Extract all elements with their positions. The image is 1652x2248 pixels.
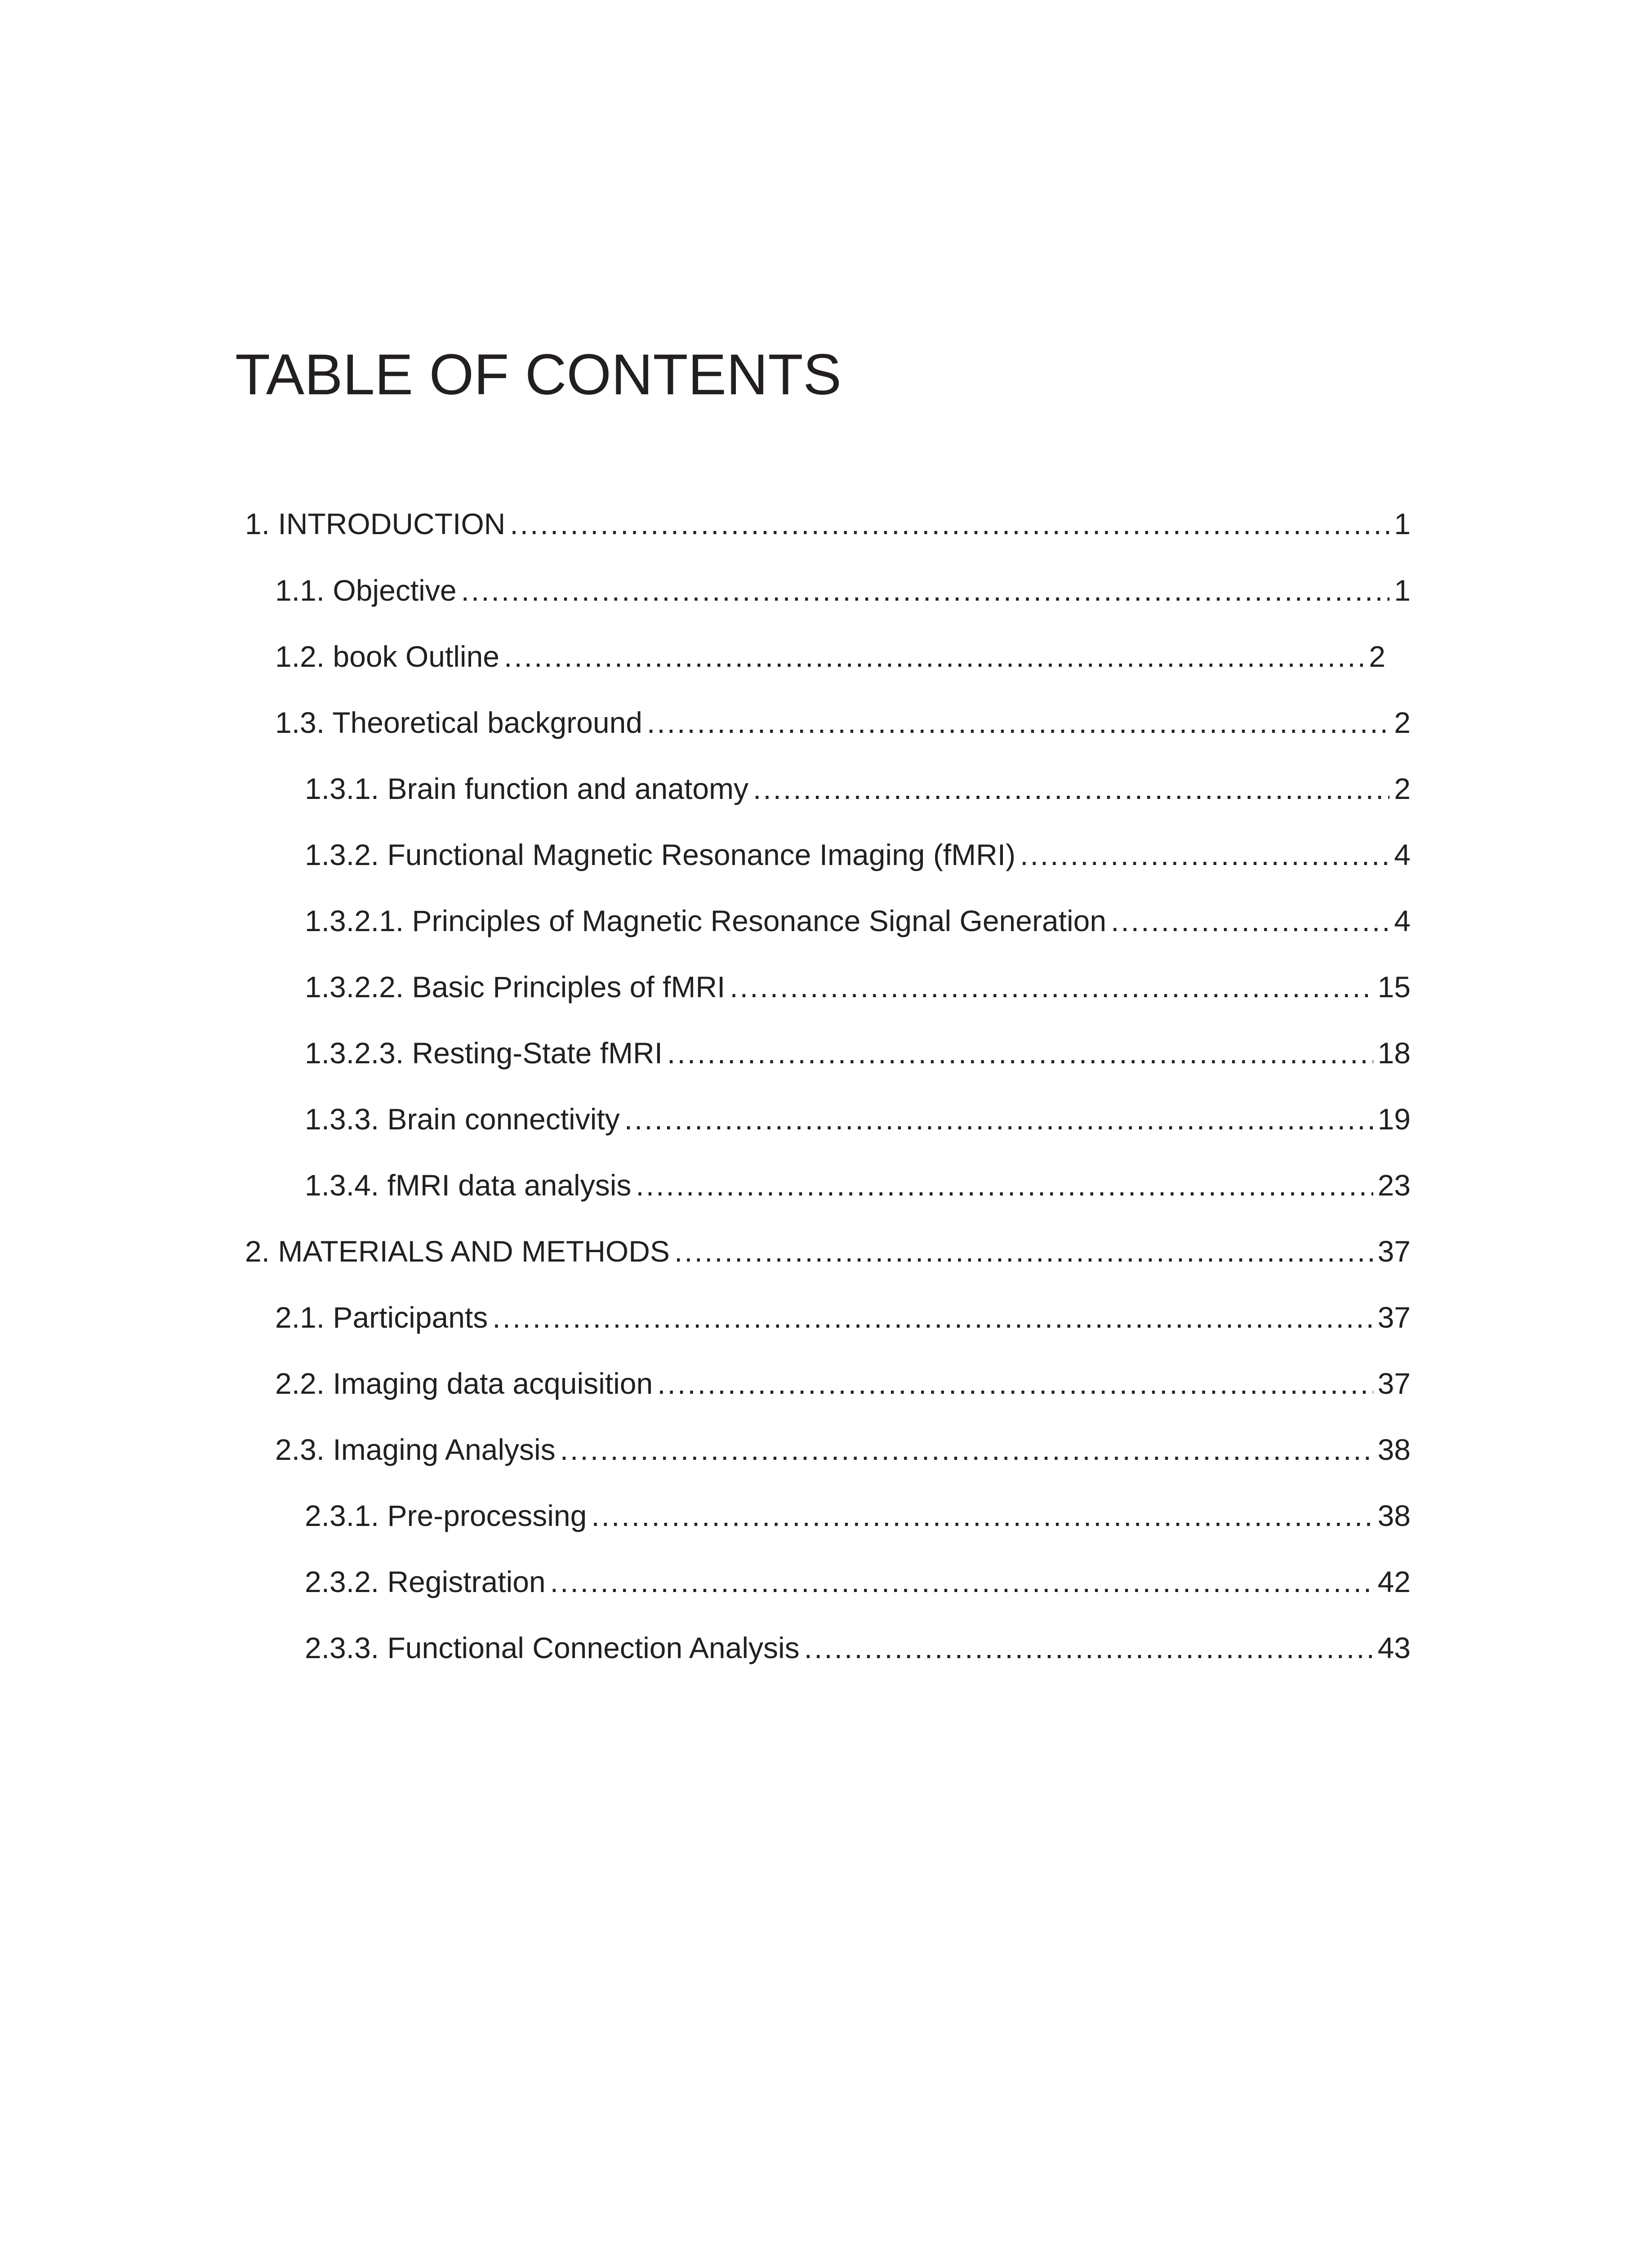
page-title: TABLE OF CONTENTS [235, 343, 842, 407]
toc-entry-1-3-4-fmri-data-analysis[interactable] [305, 1165, 1411, 1205]
toc-entry-1-3-theoretical-background[interactable] [275, 702, 1411, 743]
toc-entry-2-1-participants[interactable] [275, 1297, 1411, 1338]
toc-entry-label: 1.1. Objective [275, 574, 457, 607]
dot-leader [550, 1561, 1373, 1602]
toc-entry-1-3-2-1-mr-signal[interactable] [305, 901, 1411, 941]
toc-entry-page-number: 4 [1394, 838, 1411, 871]
toc-entry-1-introduction[interactable] [245, 504, 1411, 544]
dot-leader [560, 1429, 1373, 1470]
toc-entry-page-number: 2 [1394, 772, 1411, 805]
toc-entry-page-number: 18 [1377, 1036, 1411, 1070]
dot-leader [1020, 834, 1389, 875]
toc-entry-page-number: 23 [1377, 1169, 1411, 1202]
toc-entry-page-number: 43 [1377, 1631, 1411, 1664]
dot-leader [510, 504, 1389, 544]
toc-entry-label: 2. MATERIALS AND METHODS [245, 1235, 670, 1268]
toc-entry-page-number: 4 [1394, 904, 1411, 937]
toc-entry-label: 2.3.3. Functional Connection Analysis [305, 1631, 800, 1664]
toc-entry-page-number: 2 [1394, 706, 1411, 739]
toc-entry-label: 1.3.2.1. Principles of Magnetic Resonance Signal Generation [305, 904, 1107, 937]
toc-entry-page-number: 42 [1377, 1565, 1411, 1598]
dot-leader [636, 1165, 1373, 1205]
toc-entry-page-number: 37 [1377, 1235, 1411, 1268]
toc-entry-label: 1.3.4. fMRI data analysis [305, 1169, 632, 1202]
toc-entry-page-number: 1 [1394, 507, 1411, 540]
toc-entry-label: 2.1. Participants [275, 1301, 488, 1334]
toc-entry-2-3-3-functional-connection-analysis[interactable] [305, 1628, 1411, 1668]
toc-entry-1-3-2-fmri[interactable] [305, 834, 1411, 875]
toc-entry-label: 1.3.2. Functional Magnetic Resonance Imaging (fMRI) [305, 838, 1016, 871]
toc-entry-label: 1.2. book Outline [275, 640, 499, 673]
toc-entry-label: 2.3.2. Registration [305, 1565, 546, 1598]
dot-leader [804, 1628, 1373, 1668]
toc-entry-label: 1.3. Theoretical background [275, 706, 642, 739]
toc-entry-page-number: 19 [1377, 1102, 1411, 1136]
dot-leader [624, 1099, 1373, 1139]
toc-entry-1-1-objective[interactable] [275, 570, 1411, 611]
toc-entry-page-number: 15 [1377, 970, 1411, 1004]
toc-entry-page-number: 37 [1377, 1301, 1411, 1334]
dot-leader [492, 1297, 1373, 1338]
dot-leader [753, 768, 1389, 809]
dot-leader [674, 1231, 1373, 1271]
toc-entry-1-2-book-outline[interactable] [275, 636, 1385, 677]
toc-entry-2-3-1-pre-processing[interactable] [305, 1495, 1411, 1536]
dot-leader [657, 1363, 1373, 1404]
toc-entry-2-3-imaging-analysis[interactable] [275, 1429, 1411, 1470]
toc-entry-label: 1.3.2.2. Basic Principles of fMRI [305, 970, 726, 1004]
toc-entry-2-3-2-registration[interactable] [305, 1561, 1411, 1602]
toc-entry-label: 1.3.1. Brain function and anatomy [305, 772, 748, 805]
toc-entry-2-2-imaging-data-acquisition[interactable] [275, 1363, 1411, 1404]
dot-leader [1111, 901, 1389, 941]
dot-leader [504, 636, 1364, 677]
toc-entry-label: 1.3.3. Brain connectivity [305, 1102, 620, 1136]
dot-leader [461, 570, 1390, 611]
dot-leader [591, 1495, 1373, 1536]
toc-entry-page-number: 37 [1377, 1367, 1411, 1400]
toc-entry-1-3-2-3-resting-state[interactable] [305, 1033, 1411, 1073]
toc-entry-1-3-3-brain-connectivity[interactable] [305, 1099, 1411, 1139]
toc-entry-page-number: 1 [1394, 574, 1411, 607]
dot-leader [730, 967, 1373, 1007]
toc-entry-label: 2.2. Imaging data acquisition [275, 1367, 653, 1400]
toc-entry-page-number: 38 [1377, 1499, 1411, 1532]
toc-entry-page-number: 38 [1377, 1433, 1411, 1466]
toc-entry-label: 1. INTRODUCTION [245, 507, 506, 540]
toc-entry-label: 2.3. Imaging Analysis [275, 1433, 556, 1466]
toc-entry-page-number: 2 [1369, 640, 1385, 673]
toc-entry-1-3-1-brain-function[interactable] [305, 768, 1411, 809]
toc-entry-label: 1.3.2.3. Resting-State fMRI [305, 1036, 663, 1070]
toc-entry-2-materials-and-methods[interactable] [245, 1231, 1411, 1271]
toc-entry-1-3-2-2-basic-principles[interactable] [305, 967, 1411, 1007]
dot-leader [667, 1033, 1373, 1073]
dot-leader [647, 702, 1389, 743]
toc-entry-label: 2.3.1. Pre-processing [305, 1499, 587, 1532]
